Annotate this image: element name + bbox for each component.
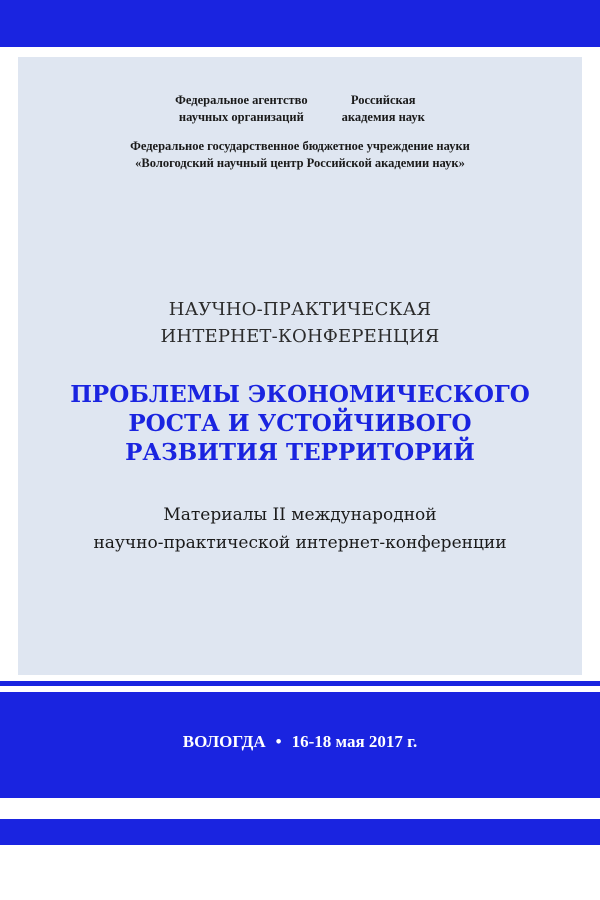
place-and-date xyxy=(0,728,600,756)
founders-block xyxy=(0,92,600,126)
conference-kind-line1: НАУЧНО-ПРАКТИЧЕСКАЯ xyxy=(168,299,432,320)
bottom-blue-bar xyxy=(0,819,600,845)
founder-agency-line2: научных организаций xyxy=(178,110,304,124)
footer-city: ВОЛОГДА xyxy=(182,732,266,751)
founder-agency-line1: Федеральное агентство xyxy=(175,93,308,107)
founder-academy-line1: Российская xyxy=(350,93,416,107)
conference-title-line3: РАЗВИТИЯ ТЕРРИТОРИЙ xyxy=(125,439,475,466)
institution-block xyxy=(0,138,600,172)
conference-kind-line2: ИНТЕРНЕТ-КОНФЕРЕНЦИЯ xyxy=(160,326,440,347)
top-blue-bar xyxy=(0,0,600,47)
conference-title xyxy=(0,380,600,467)
founder-academy xyxy=(342,92,425,126)
footer-bullet: • xyxy=(275,732,282,751)
materials-line2: научно-практической интернет-конференции xyxy=(93,533,507,553)
conference-title-line1: ПРОБЛЕМЫ ЭКОНОМИЧЕСКОГО xyxy=(70,381,530,408)
institution-line1: Федеральное государственное бюджетное учреждение науки xyxy=(130,139,470,153)
materials-line1: Материалы II международной xyxy=(163,505,437,525)
thin-blue-stripe xyxy=(0,681,600,686)
institution-line2: «Вологодский научный центр Российской академии наук» xyxy=(135,156,465,170)
conference-title-line2: РОСТА И УСТОЙЧИВОГО xyxy=(128,410,472,437)
founder-academy-line2: академия наук xyxy=(341,110,425,124)
founder-agency xyxy=(175,92,307,126)
footer-dates: 16-18 мая 2017 г. xyxy=(291,732,418,751)
conference-kind xyxy=(0,296,600,350)
materials-subtitle xyxy=(0,501,600,557)
